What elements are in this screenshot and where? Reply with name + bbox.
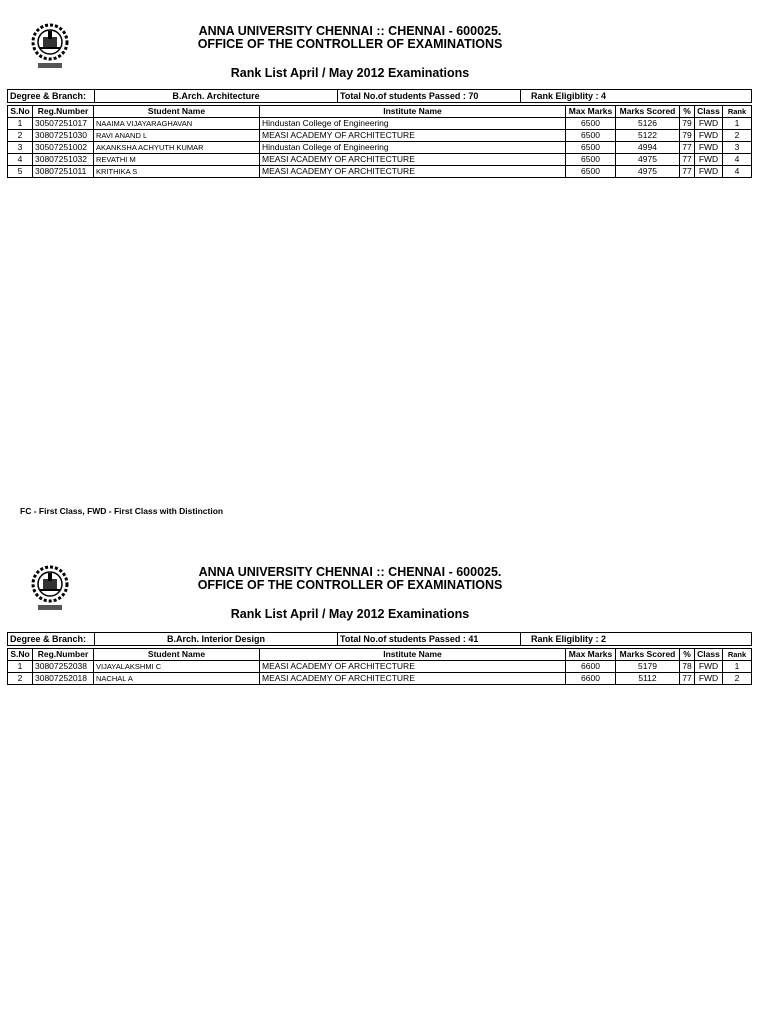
col-student-name: Student Name <box>94 649 260 661</box>
col-institute: Institute Name <box>260 106 566 118</box>
degree-value: B.Arch. Architecture <box>95 90 338 103</box>
cell-sno: 2 <box>8 130 33 142</box>
col-reg-number: Reg.Number <box>33 649 94 661</box>
university-name: ANNA UNIVERSITY CHENNAI :: CHENNAI - 600025. <box>198 565 502 579</box>
cell-rank: 1 <box>723 661 752 673</box>
cell-student-name: AKANKSHA ACHYUTH KUMAR <box>94 142 260 154</box>
cell-student-name: VIJAYALAKSHMI C <box>94 661 260 673</box>
cell-class: FWD <box>695 142 723 154</box>
cell-marks-scored: 5112 <box>616 673 680 685</box>
table-header-row <box>8 106 752 118</box>
table-row <box>8 130 752 142</box>
cell-student-name: KRITHIKA S <box>94 166 260 178</box>
cell-rank: 2 <box>723 673 752 685</box>
col-reg-number: Reg.Number <box>33 106 94 118</box>
cell-class: FWD <box>695 166 723 178</box>
cell-institute: MEASI ACADEMY OF ARCHITECTURE <box>260 166 566 178</box>
degree-label: Degree & Branch: <box>8 633 95 646</box>
cell-sno: 5 <box>8 166 33 178</box>
class-legend: FC - First Class, FWD - First Class with Distinction <box>20 506 224 516</box>
university-name: ANNA UNIVERSITY CHENNAI :: CHENNAI - 600025. <box>198 24 502 38</box>
rank-table <box>7 648 752 685</box>
cell-institute: MEASI ACADEMY OF ARCHITECTURE <box>260 661 566 673</box>
cell-marks-scored: 5122 <box>616 130 680 142</box>
cell-student-name: RAVI ANAND L <box>94 130 260 142</box>
cell-sno: 2 <box>8 673 33 685</box>
cell-marks-scored: 4994 <box>616 142 680 154</box>
cell-class: FWD <box>695 130 723 142</box>
col-class: Class <box>695 649 723 661</box>
rank-table <box>7 105 752 178</box>
cell-student-name: NAAIMA VIJAYARAGHAVAN <box>94 118 260 130</box>
table-row <box>8 661 752 673</box>
cell-reg-number: 30807251011 <box>33 166 94 178</box>
col-max-marks: Max Marks <box>566 649 616 661</box>
col-marks-scored: Marks Scored <box>616 106 680 118</box>
cell-percent: 77 <box>680 166 695 178</box>
cell-max-marks: 6500 <box>566 154 616 166</box>
cell-reg-number: 30507251017 <box>33 118 94 130</box>
cell-sno: 1 <box>8 661 33 673</box>
cell-percent: 77 <box>680 142 695 154</box>
cell-marks-scored: 4975 <box>616 166 680 178</box>
cell-max-marks: 6500 <box>566 130 616 142</box>
cell-percent: 78 <box>680 661 695 673</box>
col-class: Class <box>695 106 723 118</box>
cell-class: FWD <box>695 661 723 673</box>
table-row <box>8 154 752 166</box>
degree-value: B.Arch. Interior Design <box>95 633 338 646</box>
meta-table <box>7 89 752 103</box>
cell-class: FWD <box>695 118 723 130</box>
col-max-marks: Max Marks <box>566 106 616 118</box>
table-row <box>8 118 752 130</box>
rank-list-title: Rank List April / May 2012 Examinations <box>230 607 470 621</box>
cell-institute: Hindustan College of Engineering <box>260 142 566 154</box>
cell-max-marks: 6500 <box>566 118 616 130</box>
cell-rank: 4 <box>723 166 752 178</box>
degree-label: Degree & Branch: <box>8 90 95 103</box>
meta-table <box>7 632 752 646</box>
cell-percent: 77 <box>680 673 695 685</box>
office-name: OFFICE OF THE CONTROLLER OF EXAMINATIONS <box>197 37 503 51</box>
cell-reg-number: 30807251032 <box>33 154 94 166</box>
cell-student-name: REVATHI M <box>94 154 260 166</box>
col-percent: % <box>680 106 695 118</box>
col-institute: Institute Name <box>260 649 566 661</box>
col-rank: Rank <box>723 106 752 118</box>
cell-rank: 2 <box>723 130 752 142</box>
col-sno: S.No <box>8 106 33 118</box>
cell-rank: 3 <box>723 142 752 154</box>
cell-percent: 79 <box>680 118 695 130</box>
cell-class: FWD <box>695 673 723 685</box>
cell-sno: 3 <box>8 142 33 154</box>
col-sno: S.No <box>8 649 33 661</box>
table-row <box>8 673 752 685</box>
rank-eligibility: Rank Eligiblity : 2 <box>521 633 752 646</box>
cell-class: FWD <box>695 154 723 166</box>
cell-sno: 4 <box>8 154 33 166</box>
cell-institute: MEASI ACADEMY OF ARCHITECTURE <box>260 154 566 166</box>
cell-reg-number: 30507251002 <box>33 142 94 154</box>
cell-marks-scored: 4975 <box>616 154 680 166</box>
cell-rank: 1 <box>723 118 752 130</box>
cell-institute: MEASI ACADEMY OF ARCHITECTURE <box>260 130 566 142</box>
cell-max-marks: 6500 <box>566 166 616 178</box>
table-row <box>8 142 752 154</box>
table-row <box>8 166 752 178</box>
cell-max-marks: 6600 <box>566 673 616 685</box>
cell-percent: 77 <box>680 154 695 166</box>
rank-eligibility: Rank Eligiblity : 4 <box>521 90 752 103</box>
cell-reg-number: 30807252038 <box>33 661 94 673</box>
col-rank: Rank <box>723 649 752 661</box>
cell-sno: 1 <box>8 118 33 130</box>
cell-marks-scored: 5179 <box>616 661 680 673</box>
students-passed: Total No.of students Passed : 70 <box>338 90 521 103</box>
cell-reg-number: 30807251030 <box>33 130 94 142</box>
cell-rank: 4 <box>723 154 752 166</box>
office-name: OFFICE OF THE CONTROLLER OF EXAMINATIONS <box>197 578 503 592</box>
col-marks-scored: Marks Scored <box>616 649 680 661</box>
rank-list-title: Rank List April / May 2012 Examinations <box>230 66 470 80</box>
cell-institute: MEASI ACADEMY OF ARCHITECTURE <box>260 673 566 685</box>
students-passed: Total No.of students Passed : 41 <box>338 633 521 646</box>
cell-marks-scored: 5126 <box>616 118 680 130</box>
table-header-row <box>8 649 752 661</box>
col-student-name: Student Name <box>94 106 260 118</box>
cell-student-name: NACHAL A <box>94 673 260 685</box>
cell-reg-number: 30807252018 <box>33 673 94 685</box>
cell-institute: Hindustan College of Engineering <box>260 118 566 130</box>
cell-percent: 79 <box>680 130 695 142</box>
col-percent: % <box>680 649 695 661</box>
cell-max-marks: 6600 <box>566 661 616 673</box>
cell-max-marks: 6500 <box>566 142 616 154</box>
